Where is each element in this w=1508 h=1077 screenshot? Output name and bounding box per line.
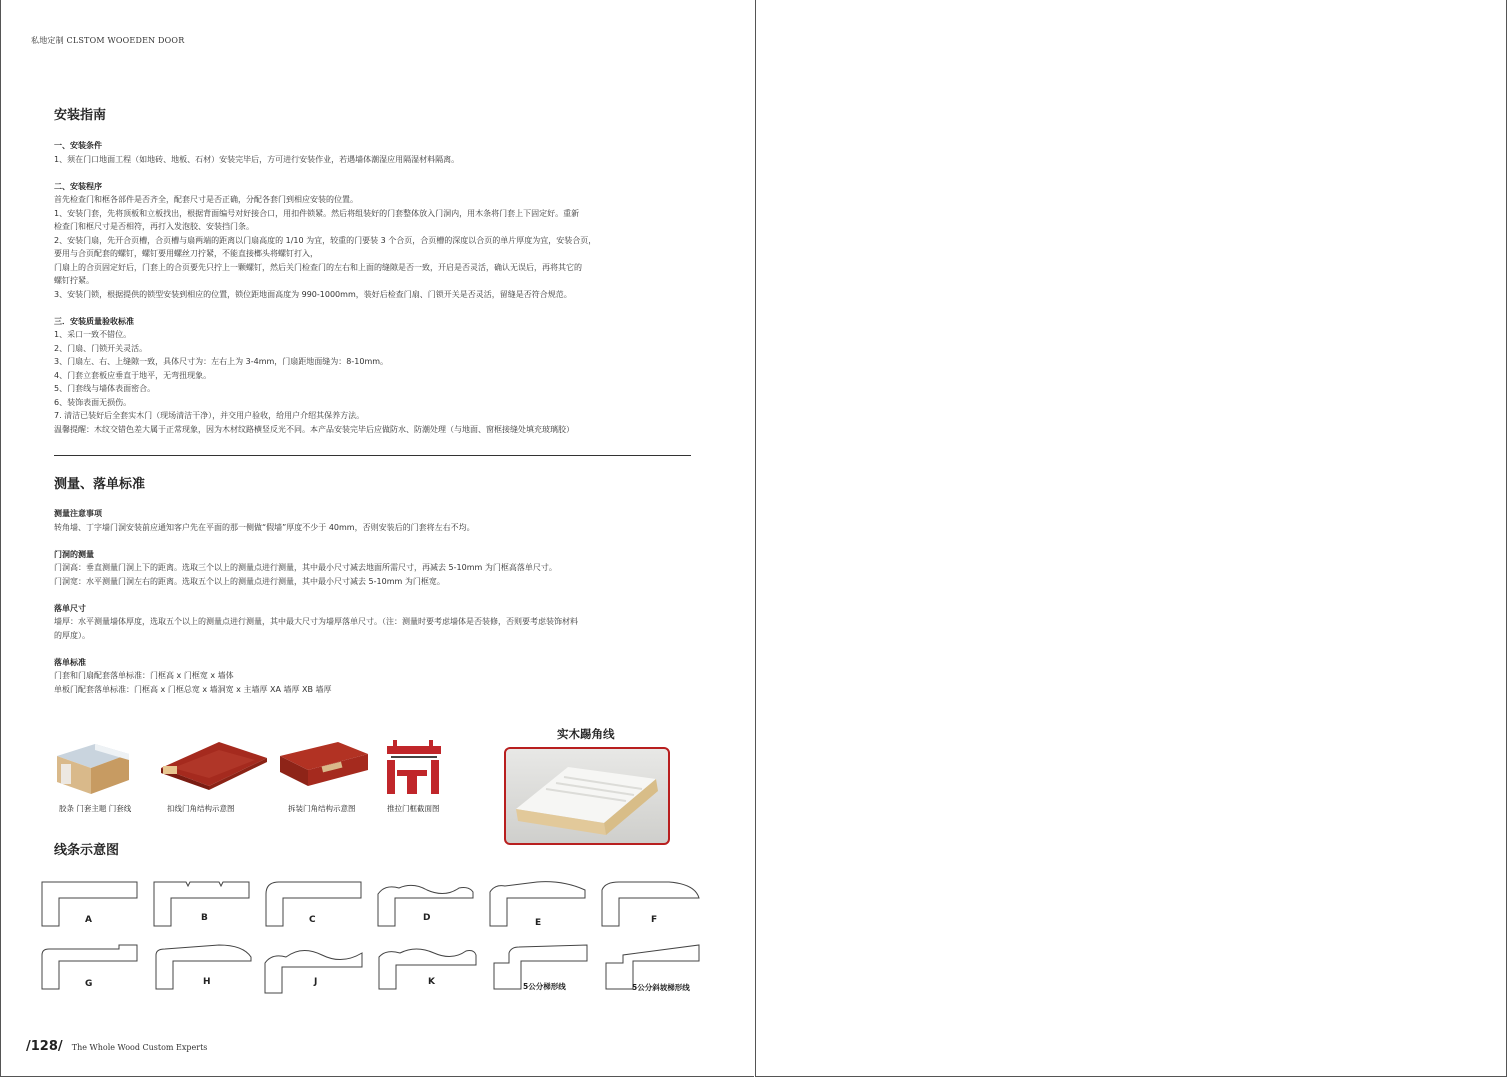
profile-label-j: J <box>314 977 318 987</box>
install-procedure-line: 首先检查门和框各部件是否齐全，配套尺寸是否正确，分配各套门到相应安装的位置。 <box>54 195 358 204</box>
profile-label-g: G <box>85 979 93 989</box>
install-procedure-line: 检查门和框尺寸是否相符，再打入发泡胶、安装挡门条。 <box>54 222 254 231</box>
order-size-line: 的厚度）。 <box>54 630 90 640</box>
profile-label-h: H <box>203 977 211 987</box>
install-guide-section <box>54 104 614 436</box>
page-footer <box>26 1035 207 1054</box>
quality-standard-line: 2、门扇、门锁开关灵活。 <box>54 343 148 353</box>
right-page-blank <box>755 0 1507 1077</box>
caption-door-frame: 胶条 门套主题 门套线 <box>59 804 132 813</box>
install-procedure-line: 1、安装门套，先将顶板和立板找出，根据背面编号对好接合口，用扣件锁紧。然后将组装好的门套整体放入门洞内，用木条将门套上下固定好。重新 <box>54 208 580 218</box>
quality-standard-line: 5、门套线与墙体表面密合。 <box>54 384 156 393</box>
install-procedure-heading: 二、安装程序 <box>54 181 102 191</box>
baseboard-photo-frame <box>504 747 670 845</box>
install-procedure-line: 2、安装门扇，先开合页槽，合页槽与扇两端的距离以门扇高度的 1/10 为宜，较重的门要装 3 个合页，合页槽的深度以合页的单片厚度为宜，安装合页， <box>54 235 597 245</box>
quality-standard-line: 7. 清洁已装好后全套实木门（现场清洁干净），并交用户验收，给用户介绍其保养方法。 <box>54 411 365 420</box>
page-number: /128/ <box>26 1039 63 1054</box>
profile-label-5cm-trapezoid: 5公分梯形线 <box>523 982 566 991</box>
install-procedure-line: 门扇上的合页固定好后，门套上的合页要先只拧上一颗螺钉，然后关门检查门的左右和上面的缝隙是否一致，开启是否灵活，确认无误后，再将其它的 <box>54 262 582 272</box>
profile-label-k: K <box>428 977 435 987</box>
order-standard-heading: 落单标准 <box>54 657 86 667</box>
caption-detachable-corner: 拆装门角结构示意图 <box>288 804 356 813</box>
install-guide-title: 安装指南 <box>54 108 107 123</box>
profile-label-c: C <box>309 915 316 925</box>
footer-tagline: The Whole Wood Custom Experts <box>71 1043 208 1052</box>
detachable-corner-structure-image <box>278 740 370 788</box>
order-size-line: 墙厚：水平测量墙体厚度，选取五个以上的测量点进行测量，其中最大尺寸为墙厚落单尺寸。（注：测量时要考虑墙体是否装修，否则要考虑装饰材料 <box>54 617 578 626</box>
profile-label-a: A <box>85 915 92 925</box>
baseboard-title: 实木踢角线 <box>557 727 615 741</box>
order-size-heading: 落单尺寸 <box>54 603 86 613</box>
measure-title: 测量、落单标准 <box>54 477 146 492</box>
measure-notes-line: 转角墙、丁字墙门洞安装前应通知客户先在平面的那一侧做“假墙”厚度不少于 40mm，否则安装后的门套将左右不均。 <box>54 522 475 532</box>
opening-measure-heading: 门洞的测量 <box>54 549 94 559</box>
opening-measure-line: 门洞高：垂直测量门洞上下的距离。选取三个以上的测量点进行测量，其中最小尺寸减去地面所需尺寸，再减去 5-10mm 为门框高落单尺寸。 <box>54 563 557 572</box>
quality-standard-line: 1、采口一致不错位。 <box>54 330 132 339</box>
opening-measure-line: 门洞宽：水平测量门洞左右的距离。选取五个以上的测量点进行测量，其中最小尺寸减去 5-10mm 为门框宽。 <box>54 576 445 586</box>
quality-standard-heading: 三．安装质量验收标准 <box>54 316 134 326</box>
section-divider <box>54 455 691 456</box>
page-header: 私地定制 CLSTOM WOOEDEN DOOR <box>31 36 185 45</box>
baseboard-image <box>506 749 668 843</box>
profile-label-5cm-slope-trapezoid: 5公分斜坡梯形线 <box>632 983 690 992</box>
profile-j-drawing <box>262 943 366 997</box>
install-procedure-line: 螺钉拧紧。 <box>54 276 94 285</box>
install-procedure-line: 3、安装门锁，根据提供的锁型安装到相应的位置，锁位距地面高度为 990-1000mm，装好后检查门扇、门锁开关是否灵活，留缝是否符合规范。 <box>54 289 572 299</box>
profile-label-d: D <box>423 913 431 923</box>
profile-label-b: B <box>201 913 208 923</box>
profile-label-f: F <box>651 915 658 925</box>
trim-corner-structure-image <box>159 740 269 790</box>
quality-standard-line: 4、门套立套板应垂直于地平，无弯扭现象。 <box>54 370 212 380</box>
order-standard-line: 门套和门扇配套落单标准：门框高 x 门框宽 x 墙体 <box>54 671 234 680</box>
quality-standard-line: 6、装饰表面无损伤。 <box>54 397 132 407</box>
measure-section <box>54 473 614 696</box>
profile-label-e: E <box>535 918 542 928</box>
profiles-title: 线条示意图 <box>54 843 120 858</box>
sliding-door-frame-section-image <box>383 738 445 798</box>
measure-notes-heading: 测量注意事项 <box>54 509 102 518</box>
quality-standard-line: 3、门扇左、右、上缝隙一致，具体尺寸为：左右上为 3-4mm，门扇距地面缝为：8-10mm。 <box>54 357 389 366</box>
caption-trim-corner: 扣线门角结构示意图 <box>167 804 235 813</box>
quality-standard-line: 温馨提醒：木纹交错色差大属于正常现象，因为木材纹路横竖反光不同。本产品安装完毕后应做防水、防潮处理（与地面、窗框接缝处填充玻璃胶） <box>54 424 574 434</box>
door-frame-component-image <box>53 734 133 798</box>
install-conditions-line: 1、须在门口地面工程（如地砖、地板、石材）安装完毕后，方可进行安装作业，若遇墙体潮湿应用隔湿材料隔离。 <box>54 154 460 164</box>
order-standard-line: 单板门配套落单标准：门框高 x 门框总宽 x 墙洞宽 x 主墙厚 XA 墙厚 XB 墙厚 <box>54 684 332 694</box>
caption-sliding-door-frame: 推拉门框截面图 <box>387 804 440 813</box>
install-procedure-line: 要用与合页配套的螺钉，螺钉要用螺丝刀拧紧，不能直接榔头将螺钉打入， <box>54 249 318 258</box>
install-conditions-heading: 一、安装条件 <box>54 141 102 150</box>
